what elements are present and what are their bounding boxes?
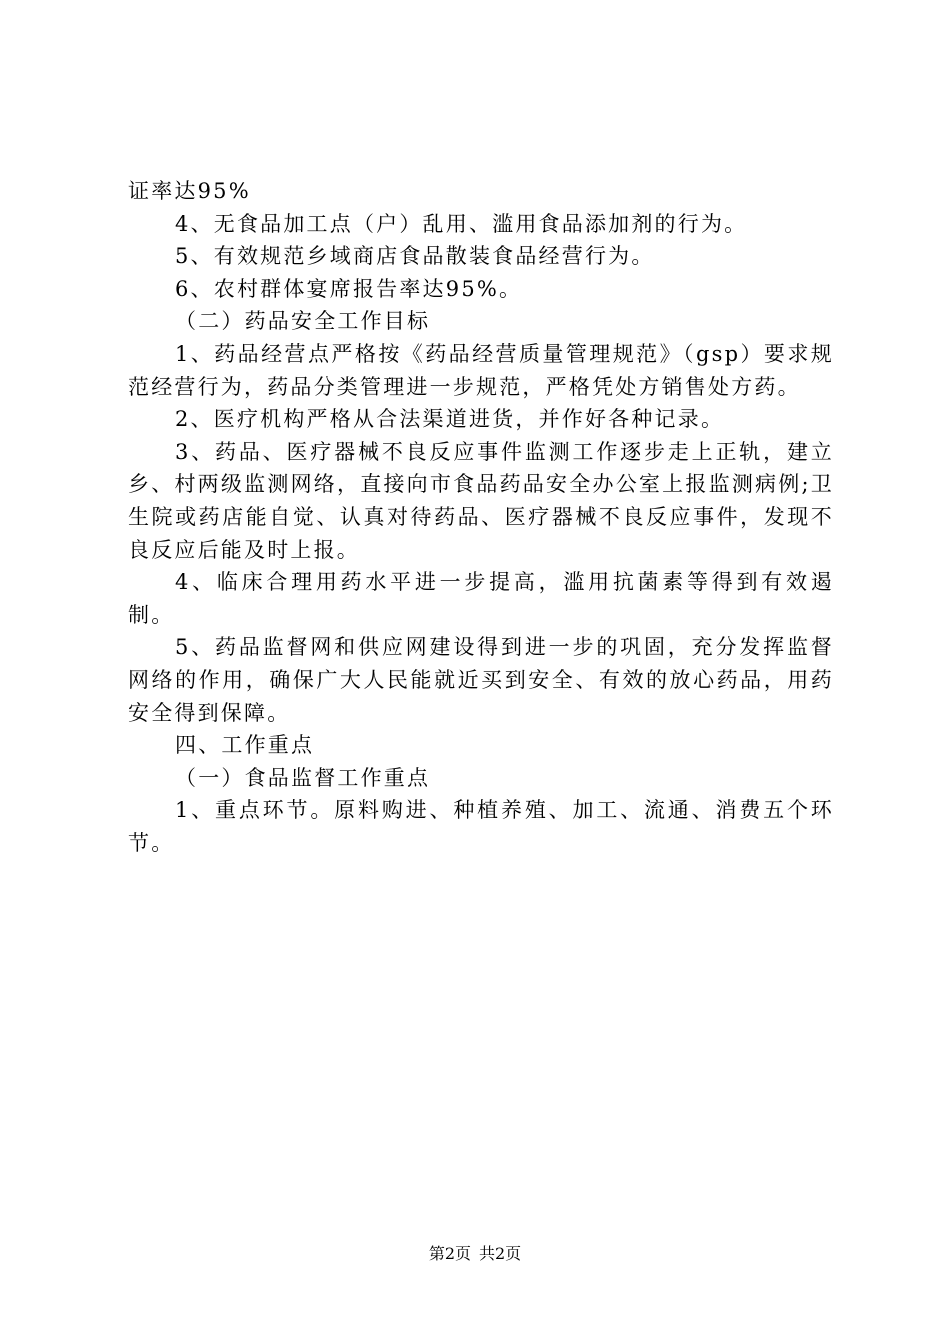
paragraph-rational-medication: 4、临床合理用药水平进一步提高，滥用抗菌素等得到有效遏制。	[128, 570, 834, 627]
paragraph-banquet-report: 6、农村群体宴席报告率达95%。	[175, 276, 523, 301]
paragraph-continuation: 证率达95%	[128, 179, 251, 203]
section-heading-drug-safety: （二）药品安全工作目标	[175, 309, 431, 334]
paragraph-shop-regulation: 5、有效规范乡域商店食品散装食品经营行为。	[175, 244, 655, 269]
paragraph-food-additive: 4、无食品加工点（户）乱用、滥用食品添加剂的行为。	[175, 211, 748, 236]
page-total: 共2页	[479, 1244, 522, 1263]
page-footer	[0, 1244, 950, 1264]
paragraph-gsp: 1、药品经营点严格按《药品经营质量管理规范》（gsp）要求规范经营行为，药品分类管理进一步规范，严格凭处方销售处方药。	[128, 341, 834, 399]
paragraph-supervision-network: 5、药品监督网和供应网建设得到进一步的巩固，充分发挥监督网络的作用，确保广大人民能就近买到安全、有效的放心药品，用药安全得到保障。	[128, 635, 834, 725]
section-heading-food-supervision: （一）食品监督工作重点	[175, 765, 431, 790]
section-heading-work-focus: 四、工作重点	[175, 733, 315, 758]
paragraph-key-links: 1、重点环节。原料购进、种植养殖、加工、流通、消费五个环节。	[128, 798, 834, 855]
paragraph-adverse-reaction: 3、药品、医疗器械不良反应事件监测工作逐步走上正轨，建立乡、村两级监测网络，直接向市食品药品安全办公室上报监测病例;卫生院或药店能自觉、认真对待药品、医疗器械不良反应事件，发现不良反应后能及时上报。	[128, 439, 834, 562]
document-body	[128, 175, 834, 859]
paragraph-purchase-channels: 2、医疗机构严格从合法渠道进货，并作好各种记录。	[175, 407, 725, 432]
page-number: 第2页	[428, 1244, 471, 1263]
